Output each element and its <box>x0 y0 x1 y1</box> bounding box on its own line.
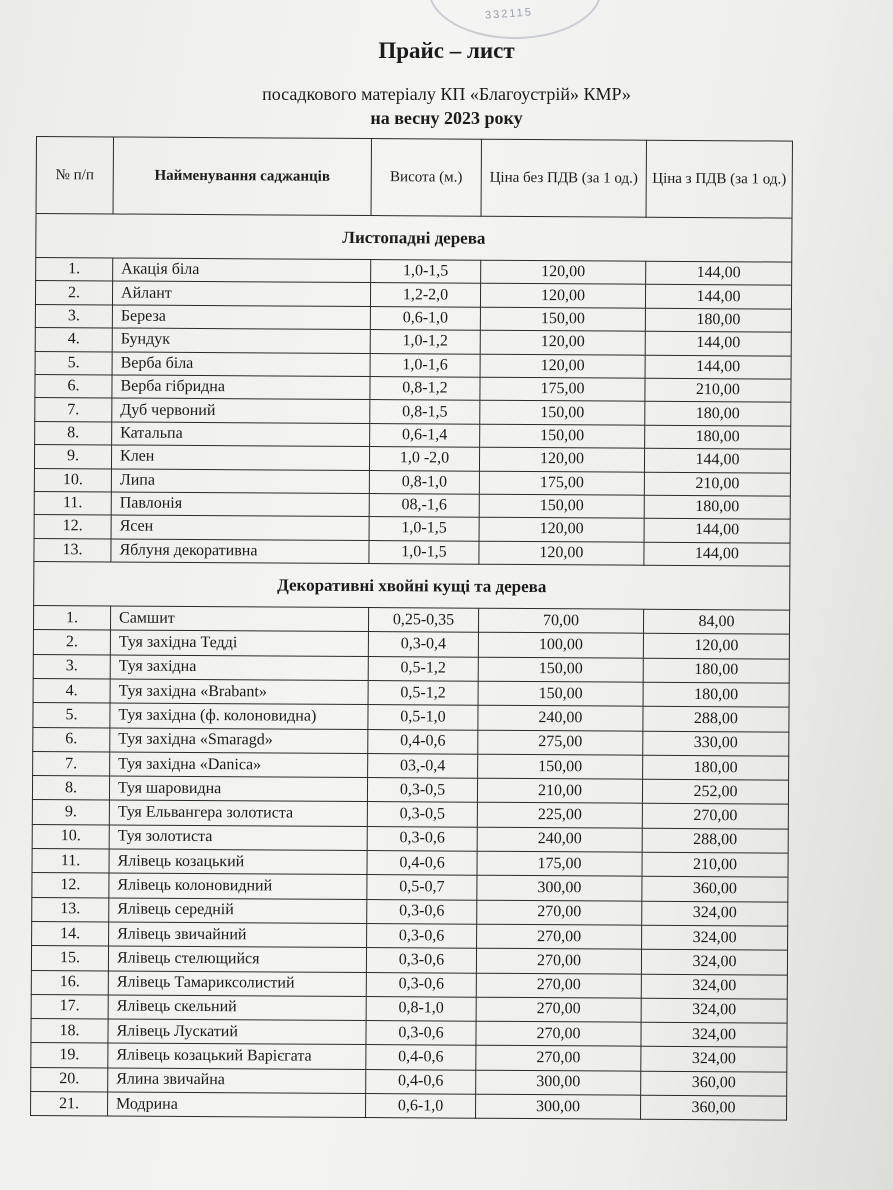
col-header-price: Ціна без ПДВ (за 1 од.) <box>481 139 646 217</box>
row-name: Ялівець Лускатий <box>108 1019 366 1045</box>
row-price-vat: 252,00 <box>642 779 788 804</box>
row-height: 08,-1,6 <box>369 493 479 517</box>
row-price: 120,00 <box>480 330 645 354</box>
row-number: 6. <box>35 374 112 398</box>
row-number: 5. <box>33 703 110 728</box>
row-price: 175,00 <box>479 471 644 495</box>
row-name: Верба гібридна <box>112 375 370 400</box>
row-price: 175,00 <box>480 377 645 401</box>
col-header-price-vat: Ціна з ПДВ (за 1 од.) <box>646 140 792 218</box>
row-name: Ясен <box>111 515 369 540</box>
row-price-vat: 360,00 <box>641 1095 787 1120</box>
row-name: Туя західна (ф. колоновидна) <box>110 703 368 729</box>
row-height: 0,6-1,0 <box>370 306 480 330</box>
row-price: 300,00 <box>476 1094 641 1119</box>
row-price-vat: 144,00 <box>644 542 790 566</box>
row-price-vat: 270,00 <box>642 804 788 829</box>
row-height: 1,2-2,0 <box>370 283 480 307</box>
row-name: Павлонія <box>111 492 369 517</box>
row-price: 270,00 <box>476 1021 641 1046</box>
document-title: Прайс – лист <box>378 38 515 63</box>
row-price-vat: 324,00 <box>641 1047 787 1072</box>
row-number: 11. <box>34 491 111 515</box>
row-price-vat: 288,00 <box>642 828 788 853</box>
row-height: 1,0-1,2 <box>370 330 480 354</box>
row-price: 120,00 <box>479 518 644 542</box>
row-price: 270,00 <box>477 924 642 949</box>
row-number: 7. <box>33 751 110 776</box>
row-price: 270,00 <box>476 973 641 998</box>
row-name: Ялівець козацький Варієгата <box>108 1043 366 1069</box>
row-price: 120,00 <box>479 541 644 565</box>
row-price-vat: 180,00 <box>643 755 789 780</box>
row-price-vat: 330,00 <box>643 731 789 756</box>
row-price: 270,00 <box>476 997 641 1022</box>
row-price: 120,00 <box>481 260 646 284</box>
row-price: 150,00 <box>480 307 645 331</box>
row-price: 120,00 <box>479 447 644 471</box>
row-number: 7. <box>35 398 112 422</box>
row-name: Айлант <box>112 281 370 306</box>
row-price: 300,00 <box>476 1070 641 1095</box>
row-name: Туя шаровидна <box>109 776 367 802</box>
row-price-vat: 84,00 <box>643 609 789 634</box>
row-height: 0,6-1,0 <box>366 1094 476 1119</box>
row-height: 0,8-1,5 <box>370 400 480 424</box>
row-number: 13. <box>34 538 111 562</box>
row-name: Туя західна «Brabant» <box>110 679 368 705</box>
section-header <box>36 214 792 263</box>
row-price: 210,00 <box>477 778 642 803</box>
row-height: 0,4-0,6 <box>367 851 477 876</box>
row-price-vat: 210,00 <box>645 378 791 402</box>
table-body <box>31 214 792 1121</box>
row-number: 9. <box>32 800 109 825</box>
row-name: Верба біла <box>112 352 370 377</box>
row-height: 1,0-1,6 <box>370 353 480 377</box>
row-height: 0,4-0,6 <box>368 729 478 754</box>
row-price: 70,00 <box>478 608 643 633</box>
row-name: Дуб червоний <box>112 398 370 423</box>
row-number: 6. <box>33 727 110 752</box>
row-price-vat: 210,00 <box>642 852 788 877</box>
row-height: 03,-0,4 <box>368 753 478 778</box>
row-name: Ялівець колоновидний <box>109 873 367 899</box>
row-price: 300,00 <box>477 876 642 901</box>
row-height: 0,3-0,6 <box>367 923 477 948</box>
row-price-vat: 180,00 <box>645 425 791 449</box>
row-name: Ялівець скельний <box>108 995 366 1021</box>
row-price-vat: 324,00 <box>641 949 787 974</box>
row-price-vat: 144,00 <box>645 331 791 355</box>
row-price: 275,00 <box>478 730 643 755</box>
row-height: 0,3-0,5 <box>367 778 477 803</box>
row-height: 1,0-1,5 <box>371 260 481 284</box>
row-name: Акація біла <box>113 258 371 283</box>
row-height: 0,5-1,2 <box>368 681 478 706</box>
row-name: Туя Ельвангера золотиста <box>109 800 367 826</box>
row-price-vat: 144,00 <box>646 261 792 285</box>
row-name: Береза <box>112 305 370 330</box>
col-header-height: Висота (м.) <box>371 139 481 217</box>
row-price: 150,00 <box>478 681 643 706</box>
row-number: 19. <box>31 1043 108 1068</box>
row-number: 20. <box>31 1067 108 1092</box>
row-number: 12. <box>32 873 109 898</box>
section-title: Декоративні хвойні кущі та дерева <box>34 562 790 611</box>
table-header-row <box>36 137 792 219</box>
row-number: 1. <box>36 258 113 282</box>
row-price: 270,00 <box>477 900 642 925</box>
row-number: 2. <box>35 281 112 305</box>
row-number: 2. <box>33 630 110 655</box>
row-price-vat: 324,00 <box>642 925 788 950</box>
row-name: Ялівець козацький <box>109 849 367 875</box>
row-number: 3. <box>35 304 112 328</box>
row-price-vat: 144,00 <box>645 355 791 379</box>
row-name: Туя західна «Smaragd» <box>110 728 368 754</box>
row-name: Клен <box>111 445 369 470</box>
row-price-vat: 144,00 <box>644 448 790 472</box>
row-number: 9. <box>34 445 111 469</box>
row-price-vat: 324,00 <box>641 1022 787 1047</box>
row-name: Туя золотиста <box>109 825 367 851</box>
row-price-vat: 324,00 <box>641 998 787 1023</box>
row-number: 13. <box>32 897 109 922</box>
row-price: 150,00 <box>480 401 645 425</box>
row-height: 1,0-1,5 <box>369 517 479 541</box>
row-price: 150,00 <box>478 754 643 779</box>
row-name: Туя західна <box>110 655 368 681</box>
row-height: 0,8-1,0 <box>369 470 479 494</box>
row-name: Яблуня декоративна <box>111 539 369 564</box>
row-height: 0,8-1,2 <box>370 376 480 400</box>
col-header-name: Найменування саджанців <box>113 137 371 216</box>
row-number: 14. <box>32 921 109 946</box>
row-height: 0,3-0,6 <box>367 826 477 851</box>
row-price-vat: 180,00 <box>644 495 790 519</box>
row-price: 225,00 <box>477 803 642 828</box>
row-name: Ялівець Тамариксолистий <box>108 970 366 996</box>
price-table-wrapper <box>30 136 792 1121</box>
row-number: 17. <box>31 994 108 1019</box>
row-price: 175,00 <box>477 851 642 876</box>
row-price: 150,00 <box>478 657 643 682</box>
row-name: Самшит <box>110 606 368 632</box>
row-height: 0,4-0,6 <box>366 1045 476 1070</box>
row-number: 4. <box>33 678 110 703</box>
row-name: Липа <box>111 468 369 493</box>
row-number: 21. <box>31 1092 108 1117</box>
row-price: 100,00 <box>478 633 643 658</box>
row-number: 16. <box>31 970 108 995</box>
row-height: 0,4-0,6 <box>366 1069 476 1094</box>
row-height: 0,3-0,5 <box>367 802 477 827</box>
row-price-vat: 360,00 <box>642 877 788 902</box>
row-price-vat: 324,00 <box>642 901 788 926</box>
row-height: 0,5-1,2 <box>368 656 478 681</box>
row-price-vat: 180,00 <box>643 682 789 707</box>
row-number: 11. <box>32 849 109 874</box>
row-number: 12. <box>34 515 111 539</box>
row-height: 0,8-1,0 <box>366 996 476 1021</box>
row-price-vat: 120,00 <box>643 634 789 659</box>
row-price-vat: 180,00 <box>643 658 789 683</box>
row-height: 1,0-1,5 <box>369 540 479 564</box>
row-price-vat: 180,00 <box>645 308 791 332</box>
row-height: 0,3-0,6 <box>366 972 476 997</box>
row-price-vat: 144,00 <box>644 519 790 543</box>
row-number: 8. <box>35 421 112 445</box>
row-number: 10. <box>32 824 109 849</box>
row-height: 1,0 -2,0 <box>369 447 479 471</box>
row-height: 0,6-1,4 <box>370 423 480 447</box>
row-height: 0,3-0,6 <box>367 899 477 924</box>
row-number: 5. <box>35 351 112 375</box>
row-price: 240,00 <box>478 705 643 730</box>
row-height: 0,25-0,35 <box>368 608 478 633</box>
row-number: 15. <box>31 946 108 971</box>
row-price: 240,00 <box>477 827 642 852</box>
row-name: Ялівець середній <box>109 898 367 924</box>
row-price: 120,00 <box>480 284 645 308</box>
col-header-number: № п/п <box>36 137 113 214</box>
document-season: на весну 2023 року <box>370 108 523 128</box>
row-price-vat: 324,00 <box>641 974 787 999</box>
row-price-vat: 180,00 <box>645 402 791 426</box>
row-price-vat: 144,00 <box>645 285 791 309</box>
row-price: 120,00 <box>480 354 645 378</box>
row-name: Катальпа <box>112 422 370 447</box>
row-height: 0,3-0,6 <box>366 1021 476 1046</box>
section-header <box>34 562 790 611</box>
row-name: Ялівець стелющийся <box>108 946 366 972</box>
row-number: 10. <box>34 468 111 492</box>
row-height: 0,3-0,4 <box>368 632 478 657</box>
row-number: 3. <box>33 654 110 679</box>
row-number: 4. <box>35 328 112 352</box>
row-name: Бундук <box>112 328 370 353</box>
stamp-number: 332115 <box>484 6 534 22</box>
row-number: 8. <box>32 776 109 801</box>
section-title: Листопадні дерева <box>36 214 792 263</box>
row-name: Модрина <box>108 1092 366 1118</box>
price-table <box>30 136 793 1121</box>
row-price: 270,00 <box>476 948 641 973</box>
row-height: 0,5-0,7 <box>367 875 477 900</box>
row-name: Туя західна Тедді <box>110 630 368 656</box>
document-subtitle: посадкового матеріалу КП «Благоустрій» КМР» <box>262 84 631 104</box>
row-number: 18. <box>31 1019 108 1044</box>
row-height: 0,5-1,0 <box>368 705 478 730</box>
row-price: 150,00 <box>479 494 644 518</box>
row-price: 150,00 <box>480 424 645 448</box>
row-name: Ялина звичайна <box>108 1068 366 1094</box>
row-price-vat: 360,00 <box>641 1071 787 1096</box>
row-name: Ялівець звичайний <box>109 922 367 948</box>
row-height: 0,3-0,6 <box>366 948 476 973</box>
table-row <box>31 1092 787 1121</box>
row-number: 1. <box>33 606 110 631</box>
row-price-vat: 288,00 <box>643 706 789 731</box>
row-price: 270,00 <box>476 1046 641 1071</box>
row-price-vat: 210,00 <box>644 472 790 496</box>
row-name: Туя західна «Danica» <box>110 752 368 778</box>
